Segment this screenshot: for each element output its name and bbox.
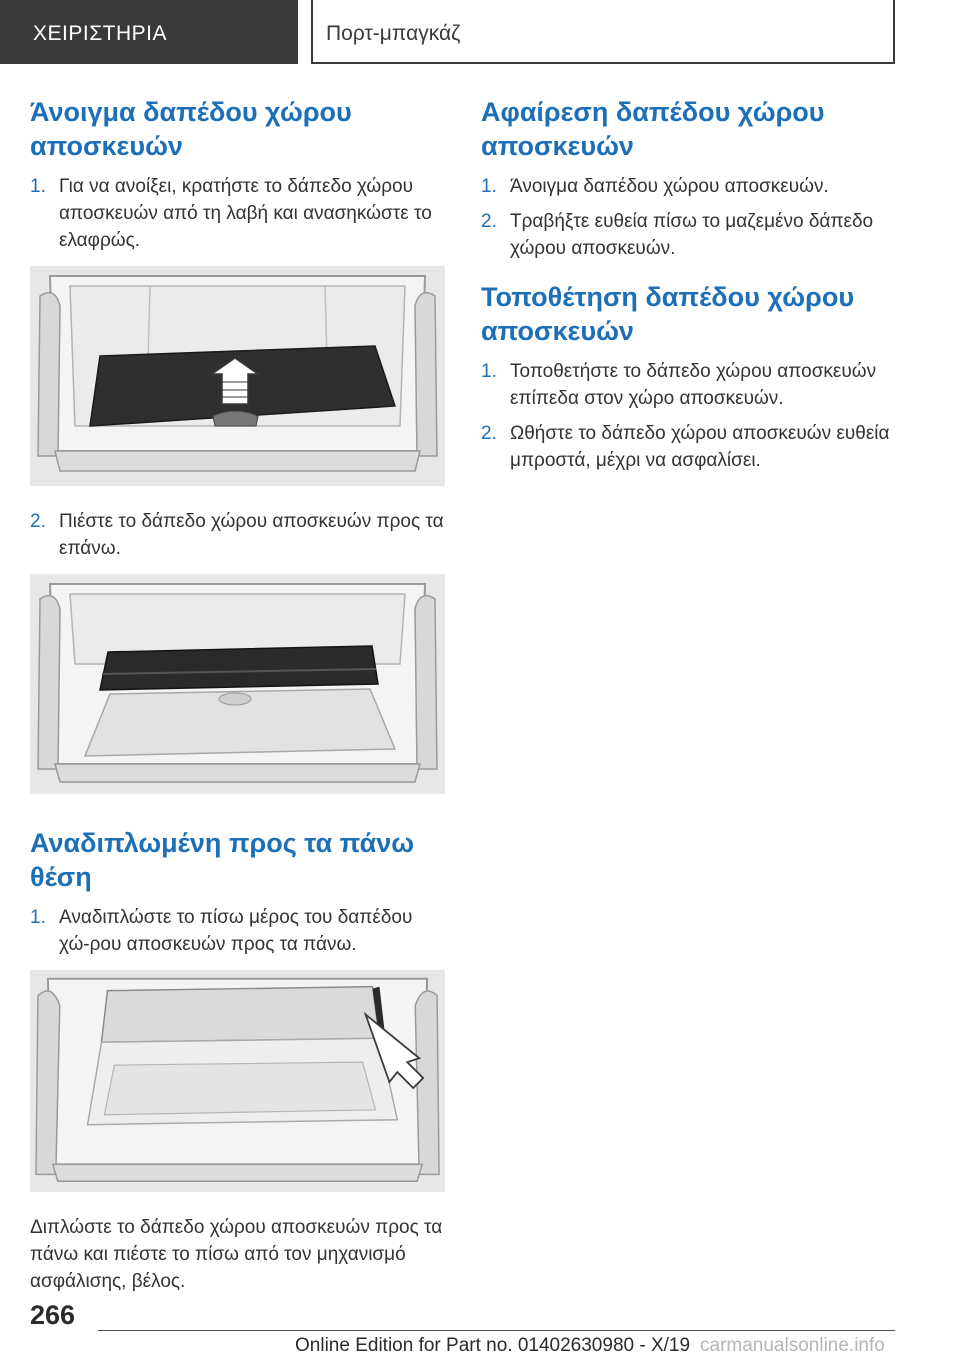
section-title-install-floor: Τοποθέτηση δαπέδου χώρου αποσκευών (481, 282, 855, 346)
step-text: Τραβήξτε ευθεία πίσω το μαζεμένο δάπεδο χώρου αποσκευών. (510, 211, 874, 259)
step-number: 1. (30, 907, 46, 928)
figure-caption: Διπλώστε το δάπεδο χώρου αποσκευών προς τα πάνω και πιέστε το πίσω από τον μηχανισμό ασφάλισης, βέλος. (30, 1217, 443, 1292)
page-number: 266 (30, 1300, 76, 1330)
header-topic-label: Πορτ-μπαγκάζ (326, 22, 461, 45)
step-text: Πιέστε το δάπεδο χώρου αποσκευών προς τα επάνω. (59, 511, 444, 559)
watermark: carmanualsonline.info (700, 1335, 885, 1356)
step (481, 420, 899, 474)
header-section-label: ΧΕΙΡΙΣΤΗΡΙΑ (33, 22, 168, 45)
left-column (30, 95, 448, 1295)
step (481, 208, 899, 262)
section-title-folded-up: Αναδιπλωμένη προς τα πάνω θέση (30, 828, 415, 892)
step (30, 904, 448, 958)
step-text: Τοποθετήστε το δάπεδο χώρου αποσκευών επίπεδα στον χώρο αποσκευών. (510, 361, 877, 409)
right-column (481, 95, 899, 482)
step (481, 173, 899, 200)
step-number: 1. (30, 176, 46, 197)
step-text: Άνοιγμα δαπέδου χώρου αποσκευών. (510, 176, 829, 197)
trunk-floor-push-up-illustration (30, 574, 445, 794)
step (30, 508, 448, 562)
step-number: 2. (481, 423, 497, 444)
step-number: 1. (481, 176, 497, 197)
step-number: 2. (481, 211, 497, 232)
step (481, 358, 899, 412)
section-title-open-floor: Άνοιγμα δαπέδου χώρου αποσκευών (30, 97, 352, 161)
trunk-floor-lift-illustration (30, 266, 445, 486)
header-topic (311, 0, 895, 64)
step-text: Ωθήστε το δάπεδο χώρου αποσκευών ευθεία μπροστά, μέχρι να ασφαλίσει. (510, 423, 890, 471)
section-title-remove-floor: Αφαίρεση δαπέδου χώρου αποσκευών (481, 97, 825, 161)
header-section (0, 0, 298, 64)
step (30, 173, 448, 254)
step-text: Αναδιπλώστε το πίσω μέρος του δαπέδου χώ-ρου αποσκευών προς τα πάνω. (59, 907, 413, 955)
footer-edition: Online Edition for Part no. 01402630980 - X/19 (295, 1335, 691, 1356)
trunk-floor-folded-illustration (30, 970, 445, 1192)
step-number: 1. (481, 361, 497, 382)
footer-divider (98, 1330, 895, 1331)
step-number: 2. (30, 511, 46, 532)
step-text: Για να ανοίξει, κρατήστε το δάπεδο χώρου αποσκευών από τη λαβή και ανασηκώστε το ελαφρώς. (59, 176, 432, 251)
